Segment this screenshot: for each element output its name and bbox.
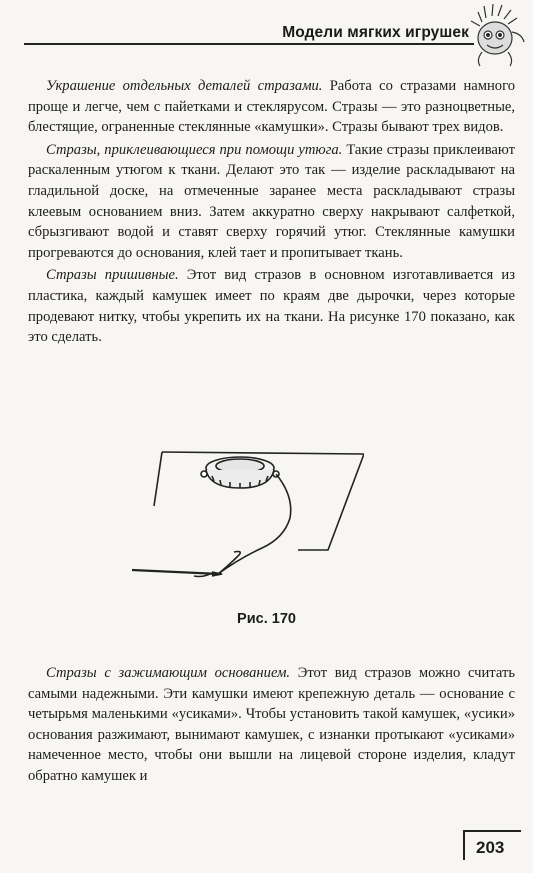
paragraph (28, 76, 515, 138)
paragraph (28, 265, 515, 347)
page-number: 203 (476, 838, 505, 857)
paragraph-heading: Стразы, приклеивающиеся при помощи утюга. (46, 141, 343, 158)
paragraph (28, 663, 515, 787)
running-header (0, 0, 533, 62)
header-title: Модели мягких игрушек (282, 24, 469, 41)
body-text-bottom (28, 663, 515, 787)
figure-rhinestone-sewing (128, 446, 364, 586)
page-number-rule-top (463, 830, 521, 832)
page-number-rule-left (463, 830, 465, 860)
paragraph-body: Такие стразы приклеивают раскаленным утюгом к ткани. Делают это так — изделие раскладывают на гладильной доске, на отмеченные заранее места раскладывают стразы клеевым основанием вниз. Затем аккуратно сверху накрывают салфеткой, сбрызгивают водой и ставят сверху горячий утюг. Стеклянные камушки прогреваются до основания, клей тает и пропитывает ткань. (28, 141, 515, 261)
paragraph-heading: Стразы пришивные. (46, 267, 179, 284)
header-rule (24, 43, 474, 45)
figure-caption: Рис. 170 (237, 611, 296, 627)
paragraph-body: Этот вид стразов можно считать самыми надежными. Эти камушки имеют крепежную деталь — основание с четырьмя маленькими «усиками». Чтобы установить такой камушек, «усики» основания разжимают, вынимают камушек, с изнанки протыкают «усиками» намеченное место, чтобы они вышли на лицевой стороне изделия, кладут обратно камушек и (28, 665, 515, 784)
doll-mascot-icon (462, 2, 530, 68)
paragraph-heading: Украшение отдельных деталей стразами. (46, 78, 323, 94)
paragraph (28, 140, 515, 264)
body-text-top (28, 76, 515, 348)
paragraph-body: Работа со стразами намного проще и легче, чем с пайетками и стеклярусом. Стразы — это разноцветные, блестящие, ограненные стеклянные «камушки». Стразы бывают трех видов. (28, 78, 515, 136)
paragraph-heading: Стразы с зажимающим основанием. (46, 665, 291, 681)
paragraph-body: Этот вид стразов в основном изготавливается из пластика, каждый камушек имеет по краям две дырочки, через которые продевают нитку, чтобы укрепить их на ткани. На рисунке 170 показано, как это сделать. (28, 267, 515, 346)
